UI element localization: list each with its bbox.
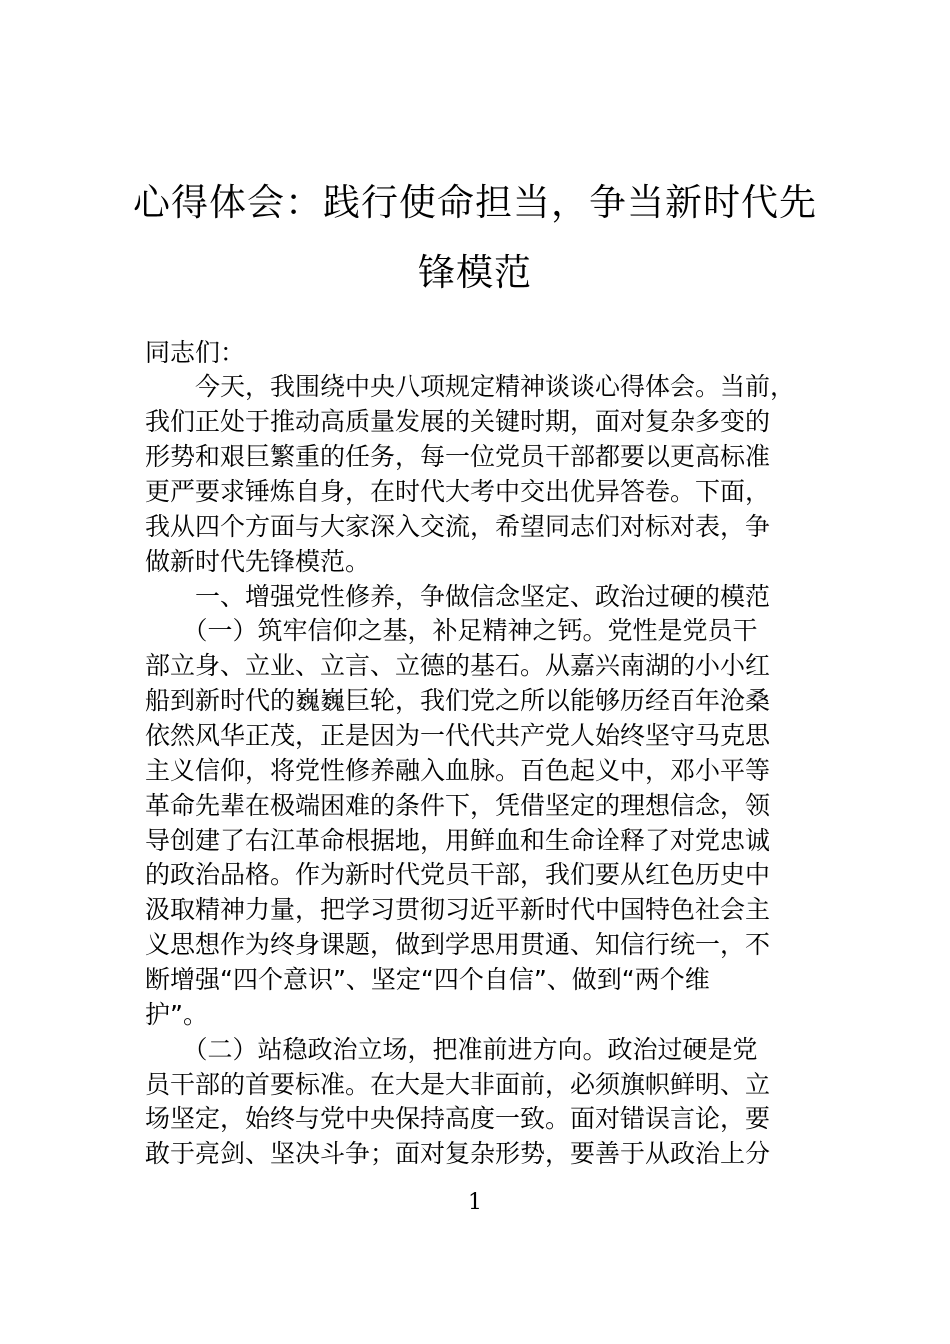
salutation: 同志们： [145,338,246,367]
body-line: （一）筑牢信仰之基，补足精神之钙。党性是党员干 [145,616,758,645]
body-line: 部立身、立业、立言、立德的基石。从嘉兴南湖的小小红 [145,651,771,680]
body-line: 汲取精神力量，把学习贯彻习近平新时代中国特色社会主 [145,895,771,924]
document-title-line-1: 心得体会：践行使命担当，争当新时代先 [133,181,817,224]
body-line: 断增强“四个意识”、坚定“四个自信”、做到“两个维 [145,965,710,994]
body-line: 员干部的首要标准。在大是大非面前，必须旗帜鲜明、立 [145,1070,771,1099]
body-line: 义思想作为终身课题，做到学思用贯通、知信行统一，不 [145,930,771,959]
body-line: 依然风华正茂，正是因为一代代共产党人始终坚守马克思 [145,721,771,750]
section-heading: 一、增强党性修养，争做信念坚定、政治过硬的模范 [145,582,771,611]
body-line: 主义信仰，将党性修养融入血脉。百色起义中，邓小平等 [145,756,771,785]
body-line: （二）站稳政治立场，把准前进方向。政治过硬是党 [145,1035,758,1064]
page-number: 1 [468,1190,482,1215]
document-title-line-2: 锋模范 [418,251,532,294]
body-line: 的政治品格。作为新时代党员干部，我们要从红色历史中 [145,860,771,889]
body-line: 船到新时代的巍巍巨轮，我们党之所以能够历经百年沧桑 [145,686,771,715]
body-line: 敢于亮剑、坚决斗争；面对复杂形势，要善于从政治上分 [145,1139,771,1168]
body-line: 场坚定，始终与党中央保持高度一致。面对错误言论，要 [145,1104,771,1133]
body-line: 导创建了右江革命根据地，用鲜血和生命诠释了对党忠诚 [145,826,771,855]
body-line: 形势和艰巨繁重的任务，每一位党员干部都要以更高标准 [145,442,771,471]
body-line: 做新时代先锋模范。 [145,547,371,576]
body-line: 我们正处于推动高质量发展的关键时期，面对复杂多变的 [145,407,771,436]
body-line: 革命先辈在极端困难的条件下，凭借坚定的理想信念，领 [145,791,771,820]
body-line: 我从四个方面与大家深入交流，希望同志们对标对表，争 [145,512,771,541]
body-line: 护”。 [145,1000,208,1029]
body-line: 更严要求锤炼自身，在时代大考中交出优异答卷。下面， [145,477,771,506]
body-line: 今天，我围绕中央八项规定精神谈谈心得体会。当前， [145,372,796,401]
